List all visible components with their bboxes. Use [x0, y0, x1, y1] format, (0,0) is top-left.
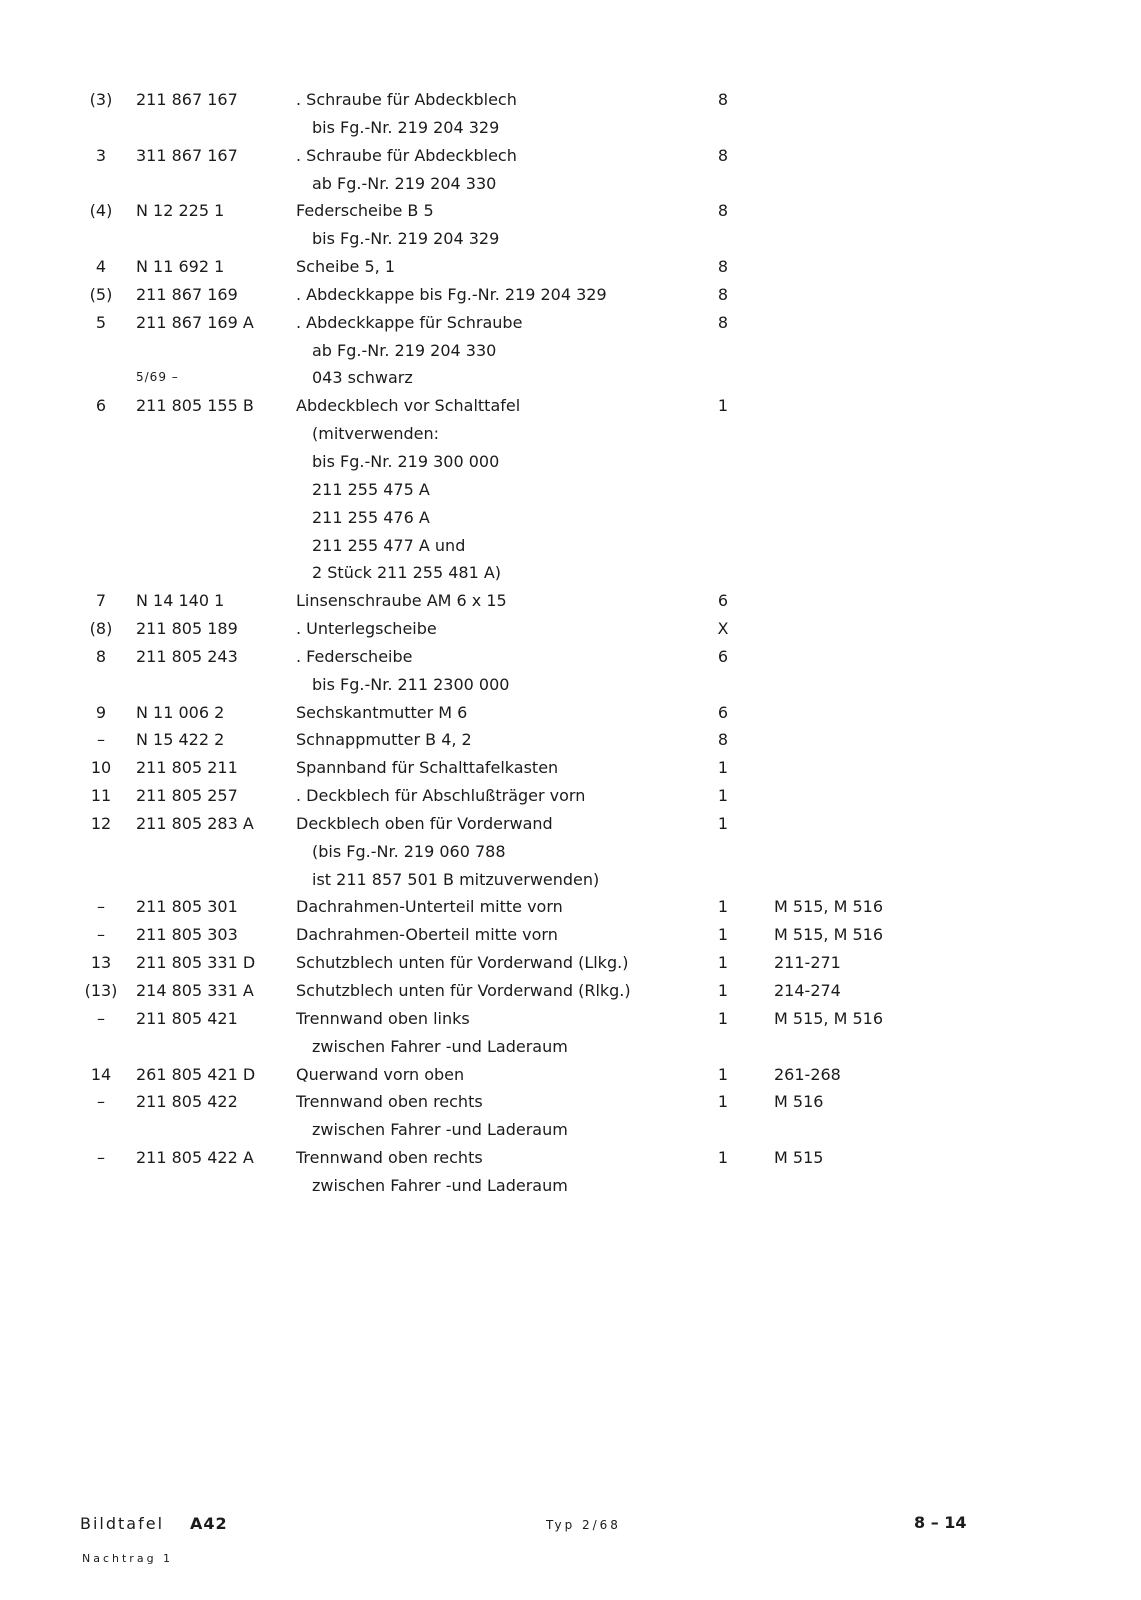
table-row [0, 782, 1141, 810]
position-cell: 6 [95, 396, 107, 416]
position-cell: – [97, 1008, 105, 1028]
description-cell: 211 255 475 A [312, 479, 430, 499]
table-row [0, 726, 1141, 754]
part-number-cell: 211 867 167 [136, 90, 238, 109]
position-cell: 9 [95, 702, 107, 722]
description-cell: zwischen Fahrer -und Laderaum [312, 1120, 568, 1140]
quantity-cell: 8 [717, 284, 729, 304]
table-row [0, 504, 1141, 532]
quantity-cell: 8 [717, 90, 729, 109]
part-number-cell: 261 805 421 D [136, 1064, 256, 1084]
description-cell: Linsenschraube AM 6 x 15 [296, 591, 507, 611]
part-number-cell: 311 867 167 [136, 145, 238, 165]
table-row [0, 699, 1141, 727]
description-cell: . Abdeckkappe bis Fg.-Nr. 219 204 329 [296, 284, 607, 304]
table-row [0, 281, 1141, 309]
quantity-cell: 1 [717, 981, 729, 1000]
position-cell: 5 [95, 312, 107, 332]
description-cell: . Schraube für Abdeckblech [296, 90, 517, 109]
remark-cell: M 515, M 516 [774, 1008, 884, 1028]
table-row [0, 476, 1141, 504]
part-number-cell: 211 805 155 B [136, 396, 254, 416]
description-cell: bis Fg.-Nr. 219 204 329 [312, 117, 500, 137]
description-cell: Sechskantmutter M 6 [296, 702, 468, 722]
vehicle-type: Typ 2/68 [546, 1518, 621, 1532]
table-row [0, 225, 1141, 253]
quantity-cell: 1 [717, 1008, 729, 1028]
part-number-cell: 211 805 189 [136, 619, 238, 639]
quantity-cell: 1 [717, 786, 729, 806]
table-row [0, 893, 1141, 921]
description-cell: . Schraube für Abdeckblech [296, 145, 517, 165]
remark-cell: M 515, M 516 [774, 925, 884, 945]
position-cell: – [97, 730, 105, 750]
description-cell: . Deckblech für Abschlußträger vorn [296, 786, 586, 806]
position-cell: (8) [89, 619, 113, 639]
part-number-cell: 211 867 169 A [136, 312, 254, 332]
table-row [0, 420, 1141, 448]
part-number-cell: N 14 140 1 [136, 591, 225, 611]
quantity-cell: 8 [717, 201, 729, 221]
part-number-cell: 211 805 422 [136, 1092, 238, 1112]
description-cell: zwischen Fahrer -und Laderaum [312, 1036, 568, 1056]
position-cell: 3 [95, 145, 107, 165]
position-cell: 10 [90, 758, 112, 778]
description-cell: bis Fg.-Nr. 219 300 000 [312, 451, 500, 471]
quantity-cell: 6 [717, 591, 729, 611]
description-cell: bis Fg.-Nr. 219 204 329 [312, 229, 500, 249]
part-number-cell: 211 805 257 [136, 786, 238, 806]
part-number-cell: 211 805 331 D [136, 953, 256, 973]
table-row [0, 615, 1141, 643]
table-row [0, 364, 1141, 392]
description-cell: zwischen Fahrer -und Laderaum [312, 1175, 568, 1195]
quantity-cell: X [717, 619, 729, 639]
table-row [0, 309, 1141, 337]
quantity-cell: 1 [717, 897, 729, 917]
quantity-cell: 1 [717, 1064, 729, 1084]
table-row [0, 1005, 1141, 1033]
remark-cell: M 515 [774, 1148, 824, 1168]
remark-cell: 261-268 [774, 1064, 841, 1084]
supplement-note: Nachtrag 1 [82, 1552, 174, 1565]
table-row [0, 86, 1141, 114]
table-row [0, 114, 1141, 142]
description-cell: bis Fg.-Nr. 211 2300 000 [312, 674, 510, 694]
table-row [0, 1116, 1141, 1144]
description-cell: 043 schwarz [312, 368, 413, 388]
description-cell: ab Fg.-Nr. 219 204 330 [312, 340, 497, 360]
description-cell: Scheibe 5, 1 [296, 257, 395, 277]
table-row [0, 559, 1141, 587]
position-cell: – [97, 897, 105, 917]
quantity-cell: 1 [717, 1148, 729, 1168]
description-cell: Schutzblech unten für Vorderwand (Rlkg.) [296, 981, 631, 1000]
table-row [0, 587, 1141, 615]
table-row [0, 1088, 1141, 1116]
position-cell: 8 [95, 646, 107, 666]
description-cell: Spannband für Schalttafelkasten [296, 758, 559, 778]
plate-number: A42 [190, 1514, 228, 1533]
quantity-cell: 1 [717, 396, 729, 416]
quantity-cell: 8 [717, 257, 729, 277]
position-cell: (3) [89, 90, 113, 109]
page-number: 8 – 14 [914, 1513, 967, 1532]
quantity-cell: 1 [717, 758, 729, 778]
position-cell: 11 [90, 786, 112, 806]
quantity-cell: 1 [717, 813, 729, 833]
table-row [0, 448, 1141, 476]
description-cell: Trennwand oben rechts [296, 1092, 483, 1112]
part-number-cell: 211 805 422 A [136, 1148, 254, 1168]
table-row [0, 810, 1141, 838]
table-row [0, 643, 1141, 671]
quantity-cell: 8 [717, 312, 729, 332]
part-number-cell: N 11 692 1 [136, 257, 225, 277]
description-cell: ist 211 857 501 B mitzuverwenden) [312, 869, 600, 889]
quantity-cell: 1 [717, 925, 729, 945]
position-cell: – [97, 1092, 105, 1112]
part-number-cell: 5/69 – [136, 370, 179, 385]
position-cell: – [97, 1148, 105, 1168]
part-number-cell: 211 805 211 [136, 758, 238, 778]
table-row [0, 921, 1141, 949]
table-row [0, 197, 1141, 225]
position-cell: 12 [90, 813, 112, 833]
description-cell: Deckblech oben für Vorderwand [296, 813, 553, 833]
table-row [0, 838, 1141, 866]
position-cell: 13 [90, 953, 112, 973]
position-cell: 14 [90, 1064, 112, 1084]
table-row [0, 949, 1141, 977]
description-cell: . Unterlegscheibe [296, 619, 437, 639]
part-number-cell: 211 805 421 [136, 1008, 238, 1028]
remark-cell: 214-274 [774, 981, 841, 1000]
table-row [0, 866, 1141, 894]
description-cell: (mitverwenden: [312, 424, 440, 444]
plate-label [80, 1514, 228, 1533]
position-cell: – [97, 925, 105, 945]
table-row [0, 1144, 1141, 1172]
part-number-cell: 211 805 243 [136, 646, 238, 666]
description-cell: . Federscheibe [296, 646, 413, 666]
quantity-cell: 8 [717, 730, 729, 750]
table-row [0, 977, 1141, 1005]
description-cell: Dachrahmen-Unterteil mitte vorn [296, 897, 563, 917]
quantity-cell: 1 [717, 1092, 729, 1112]
table-row [0, 142, 1141, 170]
table-row [0, 337, 1141, 365]
description-cell: . Abdeckkappe für Schraube [296, 312, 523, 332]
quantity-cell: 8 [717, 145, 729, 165]
description-cell: ab Fg.-Nr. 219 204 330 [312, 173, 497, 193]
remark-cell: M 515, M 516 [774, 897, 884, 917]
plate-label-text: Bildtafel [80, 1514, 165, 1533]
description-cell: 2 Stück 211 255 481 A) [312, 563, 502, 583]
description-cell: Schnappmutter B 4, 2 [296, 730, 472, 750]
description-cell: 211 255 476 A [312, 507, 430, 527]
position-cell: (4) [89, 201, 113, 221]
part-number-cell: 214 805 331 A [136, 981, 254, 1000]
part-number-cell: 211 805 283 A [136, 813, 254, 833]
quantity-cell: 1 [717, 953, 729, 973]
quantity-cell: 6 [717, 646, 729, 666]
table-row [0, 1172, 1141, 1200]
position-cell: (5) [89, 284, 113, 304]
table-row [0, 671, 1141, 699]
table-row [0, 170, 1141, 198]
position-cell: 4 [95, 257, 107, 277]
table-row [0, 532, 1141, 560]
description-cell: Federscheibe B 5 [296, 201, 434, 221]
description-cell: Dachrahmen-Oberteil mitte vorn [296, 925, 558, 945]
table-row [0, 392, 1141, 420]
remark-cell: 211-271 [774, 953, 841, 973]
parts-list [0, 86, 1141, 1200]
description-cell: Trennwand oben rechts [296, 1148, 483, 1168]
description-cell: Querwand vorn oben [296, 1064, 465, 1084]
position-cell: 7 [95, 591, 107, 611]
table-row [0, 253, 1141, 281]
part-number-cell: 211 805 303 [136, 925, 238, 945]
description-cell: 211 255 477 A und [312, 535, 466, 555]
part-number-cell: N 15 422 2 [136, 730, 225, 750]
description-cell: Schutzblech unten für Vorderwand (Llkg.) [296, 953, 629, 973]
description-cell: Abdeckblech vor Schalttafel [296, 396, 521, 416]
description-cell: Trennwand oben links [296, 1008, 470, 1028]
table-row [0, 1033, 1141, 1061]
part-number-cell: 211 867 169 [136, 284, 238, 304]
position-cell: (13) [84, 981, 118, 1000]
description-cell: (bis Fg.-Nr. 219 060 788 [312, 841, 506, 861]
part-number-cell: N 11 006 2 [136, 702, 225, 722]
part-number-cell: 211 805 301 [136, 897, 238, 917]
part-number-cell: N 12 225 1 [136, 201, 225, 221]
quantity-cell: 6 [717, 702, 729, 722]
table-row [0, 754, 1141, 782]
remark-cell: M 516 [774, 1092, 824, 1112]
table-row [0, 1061, 1141, 1089]
